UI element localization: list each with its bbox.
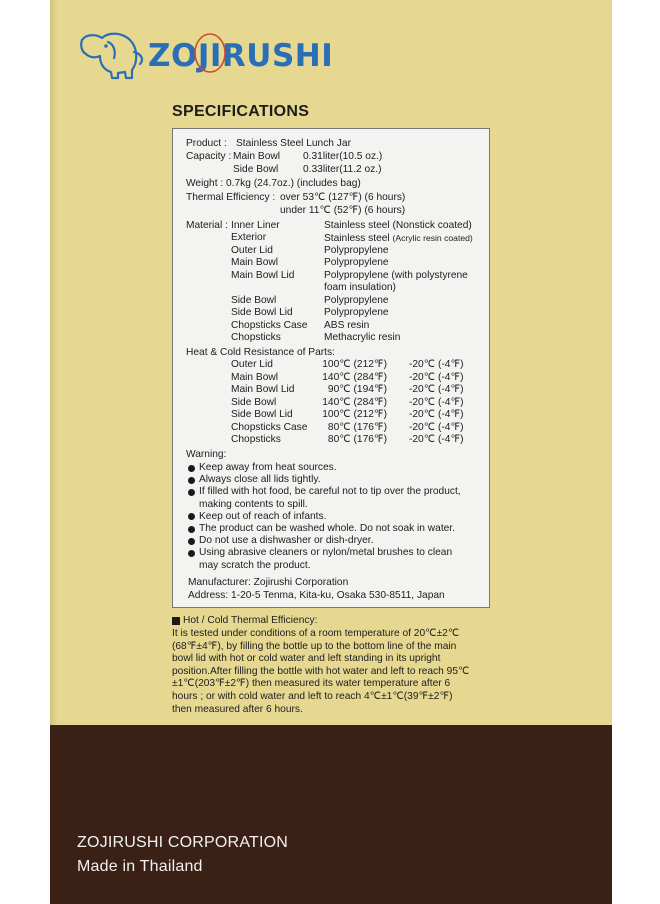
brand-wordmark: ZOJIRUSHI <box>148 38 334 74</box>
cold-value: -20℃ (-4℉) <box>409 421 464 433</box>
thermal-label: Thermal Efficiency : <box>186 192 276 203</box>
heat-value: 140℃ (284℉) <box>322 396 387 408</box>
cold-value: -20℃ (-4℉) <box>409 384 464 395</box>
bullet-icon <box>188 465 195 472</box>
heat-value: 90℃ (194℉) <box>327 384 387 395</box>
material-part: Inner Liner <box>231 220 280 231</box>
material-part: Chopsticks Case <box>231 319 308 331</box>
footnote-line: It is tested under conditions of a room temperature of 20℃±2℃ <box>172 628 460 639</box>
capacity-label: Capacity : <box>186 151 232 162</box>
material-part: Side Bowl Lid <box>231 307 293 319</box>
heat-part: Main Bowl <box>231 371 278 383</box>
material-part: Main Bowl Lid <box>231 269 295 281</box>
capacity-main-bowl-value: 0.31liter(10.5 oz.) <box>303 151 383 162</box>
heat-value: 100℃ (212℉) <box>322 409 387 420</box>
material-part: Main Bowl <box>231 257 278 269</box>
material-part: Outer Lid <box>231 244 273 256</box>
bullet-icon <box>188 538 195 545</box>
material-value: Polypropylene <box>324 295 389 306</box>
warning-item: Do not use a dishwasher or dish-dryer. <box>199 535 374 547</box>
weight-line: Weight : 0.7kg (24.7oz.) (includes bag) <box>186 178 361 189</box>
box-bottom-band <box>50 725 612 904</box>
material-note: (Acrylic resin coated) <box>392 233 473 244</box>
heat-value: 80℃ (176℉) <box>327 434 387 445</box>
heat-part: Chopsticks <box>231 434 281 445</box>
cold-value: -20℃ (-4℉) <box>409 396 464 408</box>
address-line: Address: 1-20-5 Tenma, Kita-ku, Osaka 530-8511, Japan <box>188 590 445 601</box>
bullet-icon <box>188 477 195 484</box>
material-value: Polypropylene <box>324 307 389 319</box>
warning-item: Keep away from heat sources. <box>199 462 337 473</box>
panel-edge-shadow <box>50 0 58 725</box>
material-value: Stainless steel (Acrylic resin coated) <box>324 233 473 245</box>
made-in-line: Made in Thailand <box>77 858 203 875</box>
specifications-heading: SPECIFICATIONS <box>172 103 310 120</box>
footnote-line: hours ; or with cold water and left to reach 4℃±1℃(39℉±2℉) <box>172 691 453 702</box>
footnote-square-icon <box>172 617 180 625</box>
material-value: Stainless steel (Nonstick coated) <box>324 220 472 231</box>
material-part: Side Bowl <box>231 295 277 306</box>
warning-item: The product can be washed whole. Do not soak in water. <box>199 523 455 534</box>
heat-part: Side Bowl Lid <box>231 409 293 420</box>
warning-item: making contents to spill. <box>199 498 308 510</box>
capacity-main-bowl-label: Main Bowl <box>233 151 280 162</box>
thermal-over: over 53℃ (127℉) (6 hours) <box>280 192 406 203</box>
cold-value: -20℃ (-4℉) <box>409 434 464 445</box>
material-value-cont: foam insulation) <box>324 281 396 293</box>
heat-cold-label: Heat & Cold Resistance of Parts: <box>186 347 335 358</box>
material-part: Exterior <box>231 232 267 244</box>
corporation-name: ZOJIRUSHI CORPORATION <box>77 834 289 851</box>
heat-value: 80℃ (176℉) <box>327 421 387 433</box>
footnote-line: (68℉±4℉), by filling the bottle up to the bottom line of the main <box>172 640 457 652</box>
warning-item: Keep out of reach of infants. <box>199 510 327 522</box>
footnote-line: position.After filling the bottle with hot water and left to reach 95℃ <box>172 665 470 677</box>
warning-item: Always close all lids tightly. <box>199 474 321 486</box>
warning-item: Using abrasive cleaners or nylon/metal brushes to clean <box>199 547 453 559</box>
warning-item: If filled with hot food, be careful not to tip over the product, <box>199 486 461 498</box>
warning-item: may scratch the product. <box>199 559 311 571</box>
material-value: ABS resin <box>324 319 370 331</box>
bullet-icon <box>188 550 195 557</box>
material-value: Polypropylene <box>324 257 389 269</box>
warning-label: Warning: <box>186 449 227 460</box>
brand-orbit-ring-icon <box>192 32 228 74</box>
heat-part: Side Bowl <box>231 396 277 408</box>
cold-value: -20℃ (-4℉) <box>409 359 464 370</box>
capacity-side-bowl-value: 0.33liter(11.2 oz.) <box>303 164 382 175</box>
heat-value: 100℃ (212℉) <box>322 359 387 370</box>
heat-part: Main Bowl Lid <box>231 384 295 395</box>
bullet-icon <box>188 489 195 496</box>
material-value: Polypropylene <box>324 244 389 256</box>
heat-part: Chopsticks Case <box>231 421 308 433</box>
heat-part: Outer Lid <box>231 359 273 370</box>
heat-value: 140℃ (284℉) <box>322 371 387 383</box>
manufacturer-line: Manufacturer: Zojirushi Corporation <box>188 577 349 588</box>
footnote-line: ±1℃(203℉±2℉) then measured its water temperature after 6 <box>172 678 451 690</box>
material-value: Methacrylic resin <box>324 332 401 344</box>
material-part: Chopsticks <box>231 332 281 344</box>
product-value: Stainless Steel Lunch Jar <box>236 138 351 149</box>
thermal-under: under 11℃ (52℉) (6 hours) <box>280 205 406 216</box>
material-label: Material : <box>186 220 228 231</box>
cold-value: -20℃ (-4℉) <box>409 371 464 383</box>
cold-value: -20℃ (-4℉) <box>409 409 464 420</box>
footnote-title: Hot / Cold Thermal Efficiency: <box>183 615 318 626</box>
capacity-side-bowl-label: Side Bowl <box>233 164 279 175</box>
footnote-line: then measured after 6 hours. <box>172 703 303 715</box>
bullet-icon <box>188 526 195 533</box>
material-value: Polypropylene (with polystyrene <box>324 269 468 281</box>
product-label: Product : <box>186 138 227 149</box>
footnote-line: bowl lid with hot or cold water and left standing in its upright <box>172 653 441 665</box>
